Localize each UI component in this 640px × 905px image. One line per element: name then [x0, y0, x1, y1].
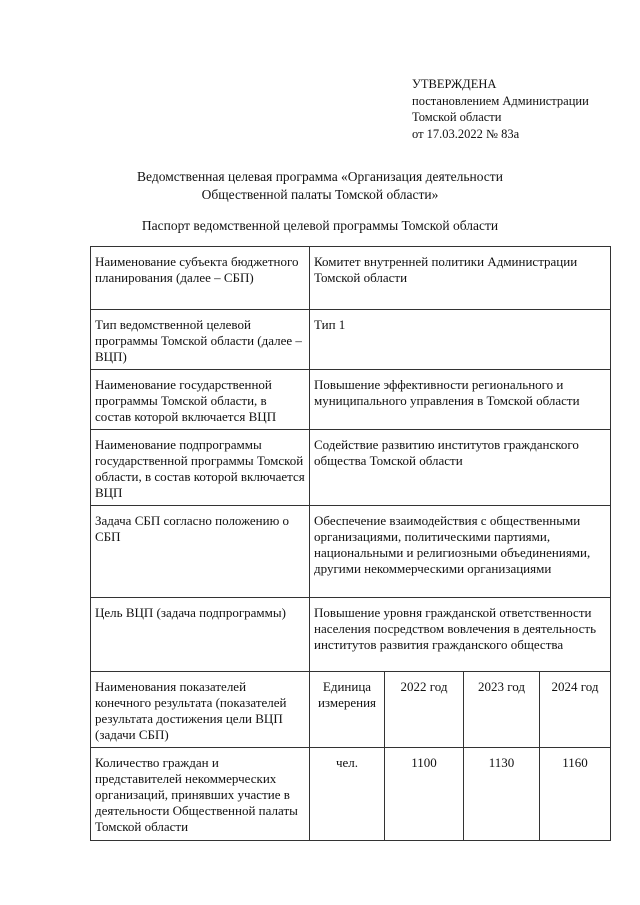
year-2022-header: 2022 год [385, 672, 464, 748]
row-label: Наименование государственной программы Томской области, в состав которой включается ВЦП [91, 370, 310, 430]
approval-line-3: Томской области [412, 110, 502, 124]
indicator-value-2022: 1100 [385, 748, 464, 841]
passport-title: Паспорт ведомственной целевой программы Томской области [141, 218, 499, 233]
row-label: Задача СБП согласно положению о СБП [91, 506, 310, 598]
row-value: Повышение эффективности регионального и муниципального управления в Томской области [310, 370, 611, 430]
approval-line-1: УТВЕРЖДЕНА [412, 77, 497, 91]
row-label: Наименование субъекта бюджетного планирования (далее – СБП) [91, 247, 310, 310]
indicator-label: Количество граждан и представителей некоммерческих организаций, принявших участие в деятельности Общественной палаты Томской области [91, 748, 310, 841]
indicator-value-2024: 1160 [540, 748, 611, 841]
document-title [0, 168, 640, 203]
row-value: Тип 1 [310, 310, 611, 370]
row-value: Содействие развитию институтов гражданского общества Томской области [310, 430, 611, 506]
row-label: Тип ведомственной целевой программы Томской области (далее – ВЦП) [91, 310, 310, 370]
table-row [91, 370, 611, 430]
row-label: Наименование подпрограммы государственной программы Томской области, в состав которой включается ВЦП [91, 430, 310, 506]
indicator-unit: чел. [310, 748, 385, 841]
table-row [91, 310, 611, 370]
indicator-value-2023: 1130 [464, 748, 540, 841]
table-row [91, 430, 611, 506]
year-2024-header: 2024 год [540, 672, 611, 748]
title-line-2: Общественной палаты Томской области» [201, 186, 439, 202]
approval-stamp [412, 76, 589, 142]
indicators-header-row [91, 672, 611, 748]
indicator-row [91, 748, 611, 841]
approval-line-2: постановлением Администрации [412, 93, 589, 108]
row-value: Обеспечение взаимодействия с общественными организациями, политическими партиями, национальными и религиозными объединениями, другими некоммерческими организациями [310, 506, 611, 598]
unit-header: Единица измерения [310, 672, 385, 748]
row-value: Повышение уровня гражданской ответственности населения посредством вовлечения в деятельность институтов развития гражданского общества [310, 598, 611, 672]
table-row [91, 247, 611, 310]
indicators-header-label: Наименования показателей конечного результата (показателей результата достижения цели ВЦП (задачи СБП) [91, 672, 310, 748]
year-2023-header: 2023 год [464, 672, 540, 748]
row-value: Комитет внутренней политики Администрации Томской области [310, 247, 611, 310]
table-row [91, 506, 611, 598]
title-line-1: Ведомственная целевая программа «Организация деятельности [137, 169, 503, 184]
passport-table [90, 246, 611, 841]
row-label: Цель ВЦП (задача подпрограммы) [91, 598, 310, 672]
table-row [91, 598, 611, 672]
approval-line-4: от 17.03.2022 № 83а [412, 126, 520, 141]
